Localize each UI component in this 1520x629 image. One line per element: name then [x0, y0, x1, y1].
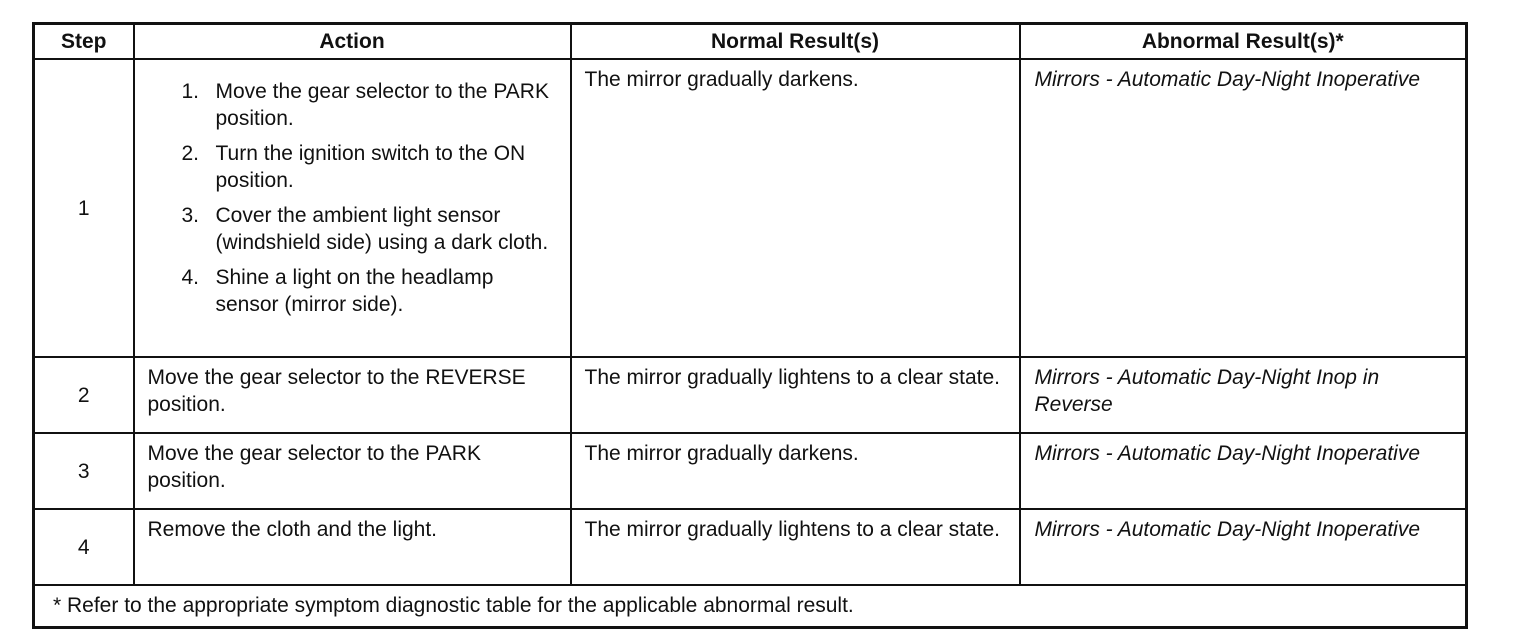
table-row	[34, 509, 1467, 585]
action-item-number: 1.	[181, 80, 200, 103]
action-list-item	[148, 78, 558, 132]
footnote: * Refer to the appropriate symptom diagnostic table for the applicable abnormal result.	[34, 585, 1467, 628]
action-cell: Remove the cloth and the light.	[134, 509, 571, 585]
action-cell: Move the gear selector to the PARK position.	[134, 433, 571, 509]
action-item-text: Turn the ignition switch to the ON position.	[215, 142, 526, 192]
footnote-row	[34, 585, 1467, 628]
abnormal-result: Mirrors - Automatic Day-Night Inoperative	[1020, 59, 1467, 357]
header-row	[34, 24, 1467, 60]
diagnostic-table	[32, 22, 1468, 629]
action-list-item	[148, 202, 558, 256]
normal-result: The mirror gradually lightens to a clear state.	[571, 357, 1020, 433]
abnormal-result: Mirrors - Automatic Day-Night Inoperative	[1020, 509, 1467, 585]
step-number: 4	[34, 509, 134, 585]
table-row	[34, 433, 1467, 509]
action-item-text: Move the gear selector to the PARK position.	[215, 80, 549, 130]
action-item-text: Shine a light on the headlamp sensor (mirror side).	[215, 266, 494, 316]
header-action: Action	[134, 24, 571, 60]
action-list	[148, 78, 558, 318]
table-row	[34, 357, 1467, 433]
normal-result: The mirror gradually darkens.	[571, 433, 1020, 509]
action-list-item	[148, 140, 558, 194]
action-list-item	[148, 264, 558, 318]
normal-result: The mirror gradually darkens.	[571, 59, 1020, 357]
action-item-number: 2.	[181, 142, 200, 165]
action-item-number: 3.	[181, 204, 200, 227]
abnormal-result: Mirrors - Automatic Day-Night Inoperative	[1020, 433, 1467, 509]
step-number: 3	[34, 433, 134, 509]
header-step: Step	[34, 24, 134, 60]
step-number: 2	[34, 357, 134, 433]
header-normal-results: Normal Result(s)	[571, 24, 1020, 60]
table-row	[34, 59, 1467, 357]
action-item-text: Cover the ambient light sensor (windshield side) using a dark cloth.	[215, 204, 549, 254]
action-cell: Move the gear selector to the REVERSE position.	[134, 357, 571, 433]
action-item-number: 4.	[181, 266, 200, 289]
header-abnormal-results: Abnormal Result(s)*	[1020, 24, 1467, 60]
normal-result: The mirror gradually lightens to a clear state.	[571, 509, 1020, 585]
abnormal-result: Mirrors - Automatic Day-Night Inop in Reverse	[1020, 357, 1467, 433]
step-number: 1	[34, 59, 134, 357]
action-cell	[134, 59, 571, 357]
